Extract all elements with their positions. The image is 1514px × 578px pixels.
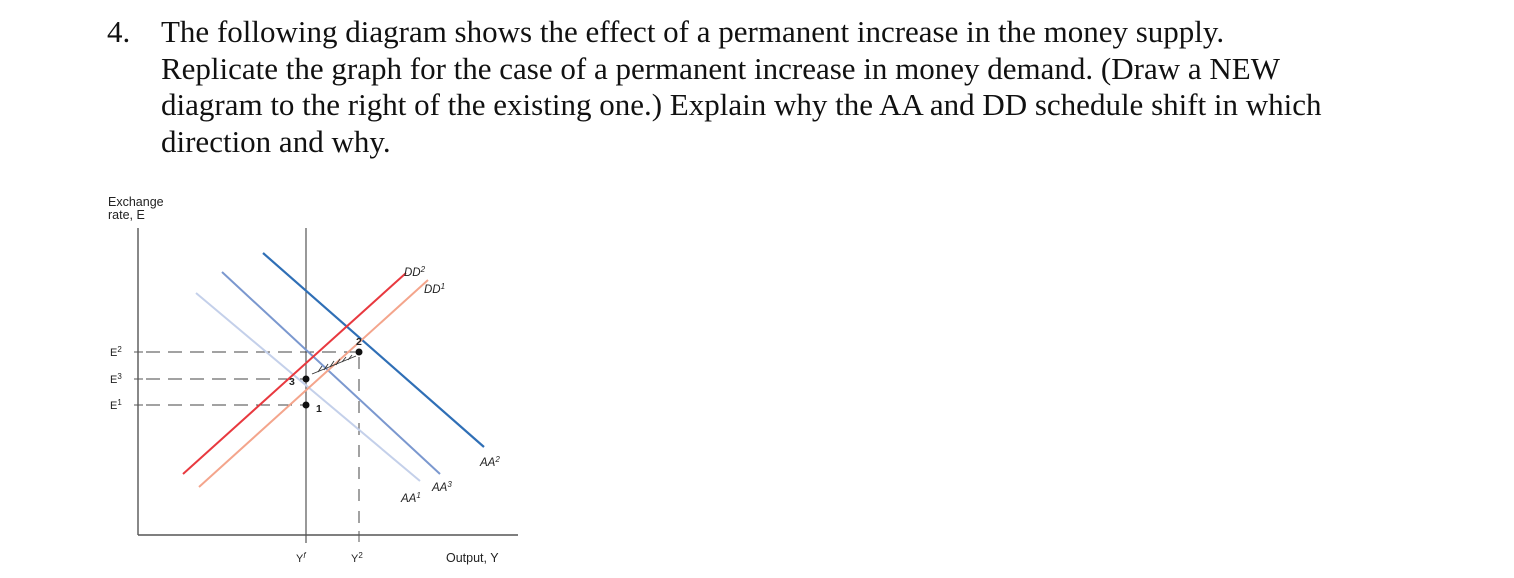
e3-tick-label: $E^3$ [110,372,122,386]
point-1-label: 1 [316,403,322,415]
point-2-dot [356,349,363,356]
x-axis-title: Output, Y [446,551,499,565]
aa2-curve [263,253,484,447]
aa3-label: $AA^3$ [432,480,452,494]
point-3-label: 3 [289,376,295,388]
dd1-curve [199,280,428,487]
yf-tick-label: $Y^f$ [296,551,306,565]
dd1-label: $DD^1$ [424,282,446,296]
aa1-curve [196,293,420,481]
question-line: diagram to the right of the existing one.) Explain why the AA and DD schedule shift in which [161,87,1322,122]
question-line: direction and why. [161,123,391,159]
aa2-label: $AA^2$ [480,455,500,469]
question-line: The following diagram shows the effect of a permanent increase in the money supply. [161,14,1225,49]
question-line: Replicate the graph for the case of a permanent increase in money demand. (Draw a NEW [161,50,1280,86]
point-3-dot [303,376,310,383]
point-1-dot [303,402,310,409]
dd2-label: $DD^2$ [404,265,426,279]
aa1-label: $AA^1$ [401,491,421,505]
question-number: 4. [107,14,131,49]
y2-tick-label: $Y^2$ [351,551,363,565]
e2-tick-label: $E^2$ [110,345,122,359]
point-2-label: 2 [356,336,362,348]
y-axis-title: Exchange rate, E [108,195,164,222]
e1-tick-label: $E^1$ [110,398,122,412]
dd2-curve [183,273,406,474]
aa3-curve [222,272,440,474]
